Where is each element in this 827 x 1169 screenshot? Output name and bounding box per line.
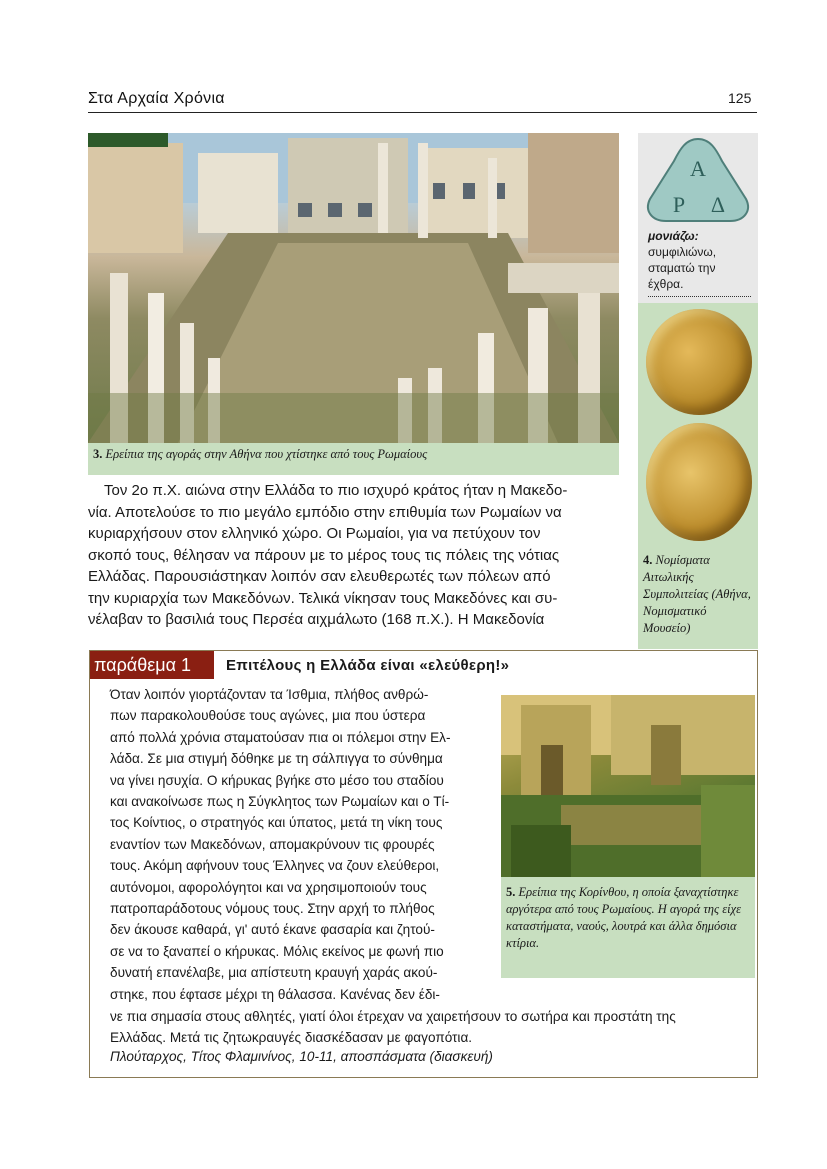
body-line: σκοπό τους, θέλησαν να πάρουν με το μέρος τους τις πόλεις της νότιας (88, 546, 560, 564)
excerpt-line: να γίνει ησυχία. Ο κήρυκας βγήκε στο μέσο του σταδίου (110, 772, 444, 788)
body-paragraph (88, 480, 620, 631)
excerpt-line: πατροπαράδοτους νόμους τους. Στην αρχή το πλήθος (110, 901, 435, 917)
coin-photo-1 (646, 309, 752, 415)
glossary-definition: συμφιλιώνω, σταματώ την έχθρα. (648, 245, 717, 291)
figure-4-number: 4. (643, 553, 653, 567)
excerpt-line: στηκε, που έφτασε μέχρι τη θάλασσα. Κανένας δεν έδι- (110, 986, 440, 1002)
excerpt-line: πων παρακολουθούσε τους αγώνες, μια που ύστερα (110, 708, 426, 724)
excerpt-box (89, 650, 758, 1078)
figure-3-caption-text: Ερείπια της αγοράς στην Αθήνα που χτίστηκε από τους Ρωμαίους (105, 447, 428, 461)
excerpt-line: νε πια σημασία στους αθλητές, γιατί όλοι έτρεχαν να χαιρετήσουν το σωτήρα και προστάτη της (110, 1009, 676, 1024)
excerpt-line: εναντίον των Μακεδόνων, απομακρύνουν τις φρουρές (110, 836, 435, 852)
body-line: Ελλάδας. Παρουσιάστηκαν λοιπόν σαν ελευθερωτές των πόλεων από (88, 568, 551, 585)
excerpt-line: σε να το ξαναπεί ο κήρυκας. Μόλις εκείνος με φωνή πιο (110, 943, 444, 959)
excerpt-text (110, 684, 494, 1005)
glossary-dotted-rule (648, 296, 751, 297)
roman-agora-photo (88, 133, 619, 443)
figure-5-caption-text: Ερείπια της Κορίνθου, η οποία ξαναχτίστηκε αργότερα από τους Ρωμαίους. Η αγορά της είχε καταστήματα, ναούς, λουτρά και άλλα δημόσια κτίρια. (506, 885, 742, 950)
excerpt-line: τος Κοίντιος, ο στρατηγός και ύπατος, μετά τη νίκη τους (110, 815, 443, 831)
body-line: κυριαρχήσουν στον ελληνικό χώρο. Οι Ρωμαίοι, για να πετύχουν τον (88, 525, 541, 542)
body-line: την κυριαρχία των Μακεδόνων. Τελικά νίκησαν τους Μακεδόνες και συ- (88, 589, 558, 607)
excerpt-line: από πολλά χρόνια σταματούσαν πια οι πόλεμοι στην Ελ- (110, 729, 451, 745)
excerpt-source: Πλούταρχος, Τίτος Φλαμινίνος, 10-11, αποσπάσματα (διασκευή) (110, 1049, 493, 1064)
excerpt-line: και ανακοίνωσε πως η Σύγκλητος των Ρωμαίων και ο Τί- (110, 794, 450, 810)
figure-5-caption (506, 884, 750, 952)
body-line: Τον 2ο π.Χ. αιώνα στην Ελλάδα το πιο ισχυρό κράτος ήταν η Μακεδο- (104, 482, 568, 499)
roman-agora-illustration (88, 133, 619, 443)
corinth-ruins-photo (501, 695, 755, 877)
logo-letter-rho: Ρ (672, 192, 686, 217)
excerpt-label: παράθεμα 1 (90, 651, 214, 679)
sidebar (638, 133, 758, 649)
coin-photo-2 (646, 423, 752, 541)
glossary-logo-icon (638, 133, 758, 225)
figure-3-caption (93, 447, 427, 462)
glossary-box (638, 133, 758, 303)
header-rule (88, 112, 757, 113)
body-line: νία. Αποτελούσε το πιο μεγάλο εμπόδιο στην επιθυμία των Ρωμαίων να (88, 503, 562, 521)
figure-4-caption (643, 552, 755, 637)
glossary-term: μονιάζω: (648, 229, 699, 243)
figure-3-number: 3. (93, 447, 103, 461)
figure-3 (88, 133, 619, 475)
excerpt-text-wide (110, 1006, 750, 1049)
excerpt-line: αυτόνομοι, αφορολόγητοι και να χρησιμοποιούν τους (110, 879, 427, 895)
excerpt-line: τους. Ακόμη αφήνουν τους Έλληνες να ζουν ελεύθεροι, (110, 858, 440, 874)
running-header: Στα Αρχαία Χρόνια (88, 90, 225, 107)
logo-letter-alpha: Α (690, 156, 706, 181)
excerpt-line: λάδα. Σε μια στιγμή δόθηκε με τη σάλπιγγα το σύνθημα (110, 751, 443, 767)
excerpt-line: δεν άκουσε καθαρά, γι' αυτό έκανε φασαρία και ζητού- (110, 922, 435, 938)
figure-5 (501, 695, 755, 978)
body-line: νέλαβαν το βασιλιά τους Περσέα αιχμάλωτο (168 π.Χ.). Η Μακεδονία (88, 611, 545, 628)
excerpt-title: Επιτέλους η Ελλάδα είναι «ελεύθερη!» (226, 657, 510, 674)
excerpt-line: Όταν λοιπόν γιορτάζονταν τα Ίσθμια, πλήθος ανθρώ- (110, 687, 429, 702)
figure-5-number: 5. (506, 885, 516, 899)
excerpt-line: δυνατή επανέλαβε, μια απίστευτη κραυγή χαράς ακού- (110, 965, 438, 981)
excerpt-line: Ελλάδας. Μετά τις ζητωκραυγές διασκέδασαν με φαγοπότια. (110, 1030, 473, 1046)
figure-4-caption-text: Νομίσματα Αιτωλικής Συμπολιτείας (Αθήνα, Νομισματικό Μουσείο) (643, 553, 751, 635)
logo-letter-delta: Δ (710, 192, 726, 217)
corinth-ruins-illustration (501, 695, 755, 877)
page-number: 125 (728, 90, 752, 106)
